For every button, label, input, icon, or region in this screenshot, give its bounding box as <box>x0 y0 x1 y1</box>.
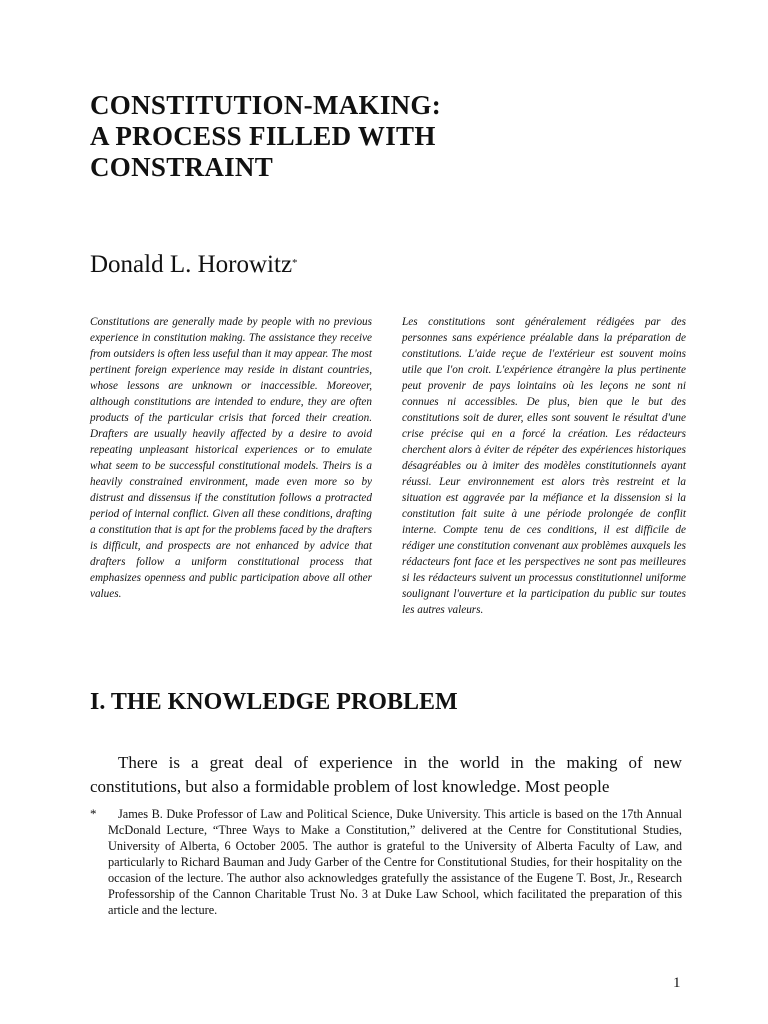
author-name <box>90 250 298 280</box>
article-title <box>90 90 690 183</box>
author-footnote-mark: * <box>292 257 298 269</box>
page-number: 1 <box>673 975 681 991</box>
title-line: CONSTITUTION-MAKING: <box>90 90 442 120</box>
title-line: A PROCESS FILLED WITH <box>90 121 436 151</box>
section-heading: I. THE KNOWLEDGE PROBLEM <box>90 689 458 715</box>
footnote <box>90 806 682 918</box>
footnote-mark: * <box>90 806 97 821</box>
title-line: CONSTRAINT <box>90 152 274 182</box>
abstract-english: Constitutions are generally made by people with no previous experience in constitution making. The assistance they receive from outsiders is often less useful than it may appear. The most pertinent foreign experience may reside in distant countries, whose lessons are unknown or inaccessible. Moreover, although constitutions are intended to endure, they are often products of the particular crisis that forced their creation. Drafters are usually heavily affected by a desire to avoid repeating unpleasant historical experiences or to emulate what seem to be successful constitutional models. Theirs is a heavily constrained environment, made even more so by distrust and dissensus if the constitution follows a protracted period of internal conflict. Given all these conditions, drafting a constitution that is apt for the problems faced by the drafters is difficult, and prospects are not enhanced by advice that drafters follow a uniform constitutional process that emphasizes openness and public participation above all other values. <box>90 316 372 601</box>
author-name-text: Donald L. Horowitz <box>90 251 293 278</box>
abstract-french: Les constitutions sont généralement rédigées par des personnes sans expérience préalable dans la préparation de constitutions. L'aide reçue de l'extérieur est souvent moins utile que l'on croit. L'expérience étrangère la plus pertinente peut provenir de pays lointains où les leçons ne sont ni connues ni accessibles. De plus, bien que le but des constitutions soit de durer, elles sont souvent le résultat d'une crise précise qui en a forcé la création. Les rédacteurs cherchent alors à éviter de répéter des expériences historiques désagréables ou à imiter des modèles constitutionnels ayant réussi. Leur environnement est alors très restreint et la situation est aggravée par la méfiance et la dissension si la constitution fait suite à une période prolongée de conflit interne. Compte tenu de ces conditions, il est difficile de rédiger une constitution convenant aux problèmes auxquels les rédacteurs font face et les perspectives ne sont pas meilleures si les rédacteurs suivent un processus constitutionnel uniforme soulignant l'ouverture et la participation du public sur toutes les autres valeurs. <box>402 316 686 617</box>
footnote-text: James B. Duke Professor of Law and Political Science, Duke University. This article is based on the 17th Annual McDonald Lecture, “Three Ways to Make a Constitution,” delivered at the Centre for Constitutional Studies, University of Alberta, 6 October 2005. The author is grateful to the University of Alberta Faculty of Law, and particularly to Richard Bauman and Judy Garber of the Centre for Constitutional Studies, for their hospitality on the occasion of the lecture. The author also acknowledges gratefully the assistance of the Eugene T. Bost, Jr., Research Professorship of the Cannon Charitable Trust No. 3 at Duke Law School, which facilitated the preparation of this article and the lecture. <box>108 807 682 917</box>
body-paragraph: There is a great deal of experience in the world in the making of new constitutions, but also a formidable problem of lost knowledge. Most people <box>90 753 682 796</box>
